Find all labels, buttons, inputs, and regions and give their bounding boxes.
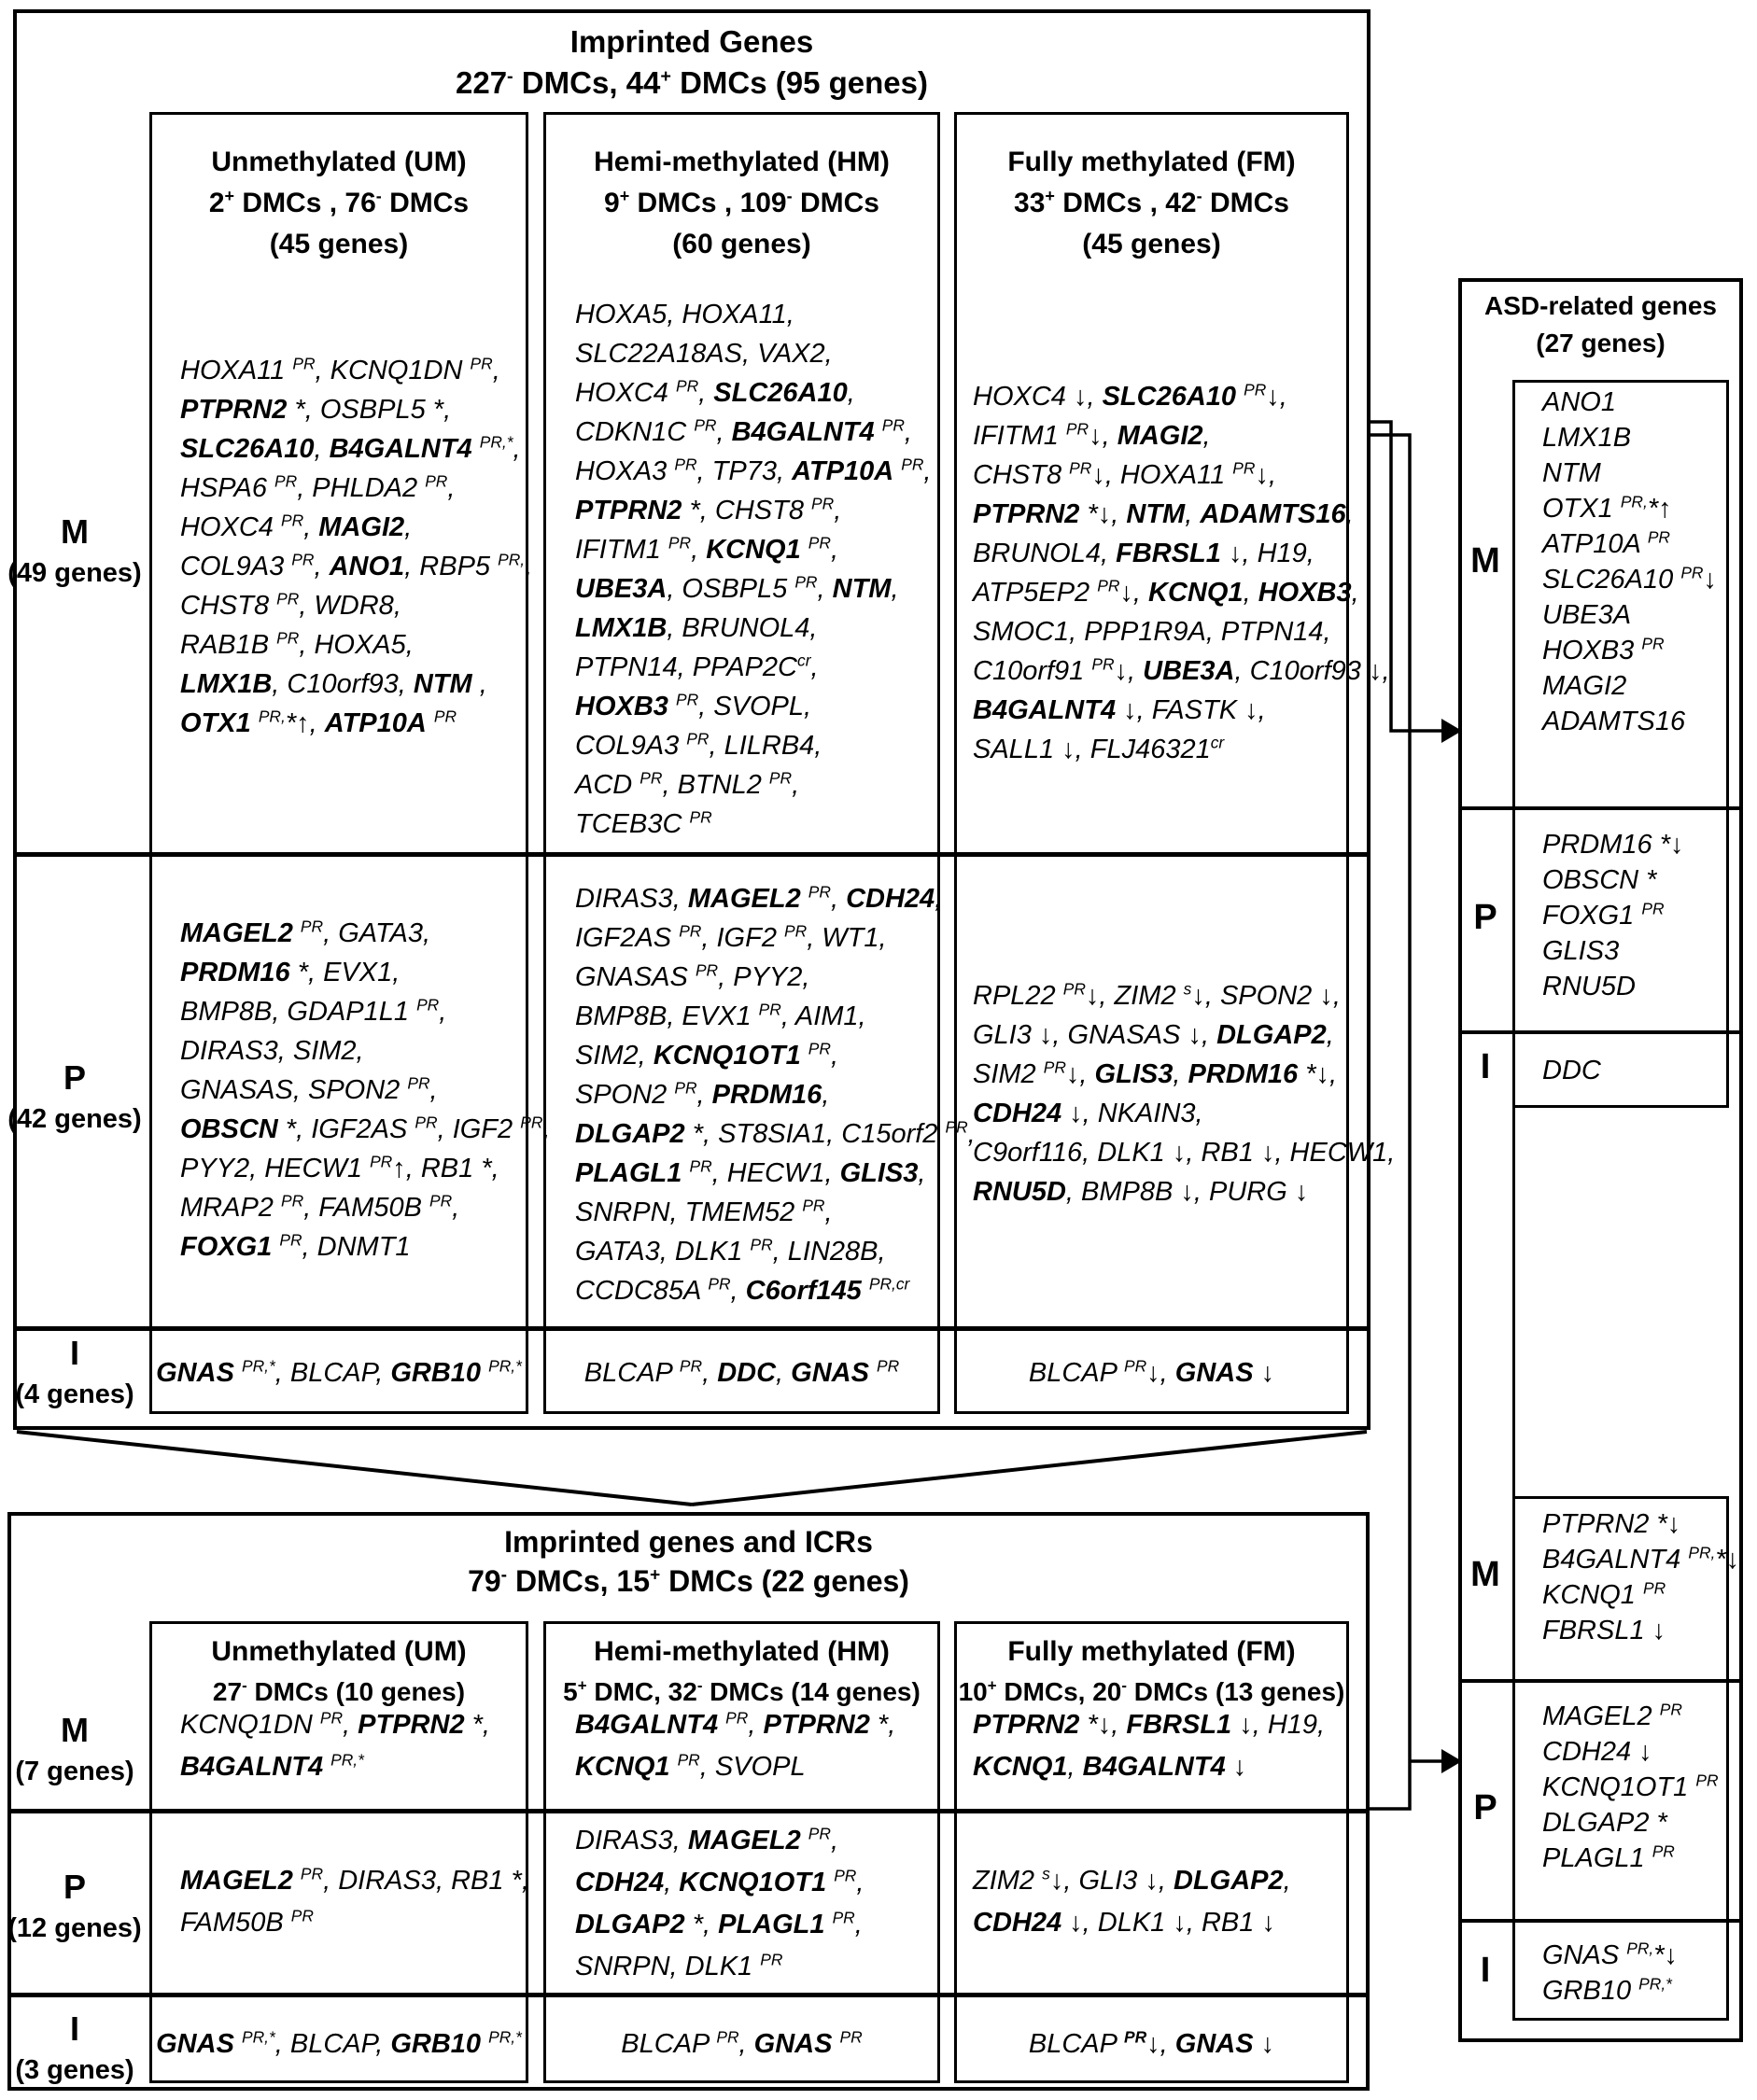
text-line: DLGAP2 *, ST8SIA1, C15orf2 $^{PR}$, xyxy=(575,1117,976,1149)
asd-label-bottom-m: M xyxy=(1470,1555,1500,1594)
asd-genes-bottom-m xyxy=(1542,1506,1739,1648)
text-line: Fully methylated (FM) xyxy=(1007,1636,1296,1667)
text-line: HOXA11 $^{PR}$, KCNQ1DN $^{PR}$, xyxy=(180,354,500,385)
text-line: I xyxy=(69,1334,79,1372)
text-line: RNU5D, BMP8B ↓, PURG ↓ xyxy=(973,1177,1309,1207)
top-cell-i-fm xyxy=(954,1353,1349,1393)
asd-label-top-i: I xyxy=(1480,1047,1491,1086)
text-line: GLIS3 xyxy=(1542,936,1620,966)
top-rowlabel-m xyxy=(0,511,149,594)
top-cell-i-hm xyxy=(543,1353,940,1393)
text-line: HOXB3 $^{PR}$ xyxy=(1542,634,1665,665)
text-line: PYY2, HECW1 $^{PR}$↑, RB1 *, xyxy=(180,1152,499,1183)
text-line: DIRAS3, SIM2, xyxy=(180,1036,364,1066)
text-line: GNAS $^{PR,*}$, BLCAP, GRB10 $^{PR,*}$ xyxy=(156,1356,522,1388)
text-line: OBSCN *, IGF2AS $^{PR}$, IGF2 $^{PR}$, xyxy=(180,1113,551,1144)
text-line: NTM xyxy=(1542,458,1601,488)
bottom-cell-i-um xyxy=(149,2023,528,2065)
text-line: GNAS $^{PR,}$*↓ xyxy=(1542,1939,1679,1970)
text-line: HOXC4 $^{PR}$, SLC26A10, xyxy=(575,376,855,408)
text-line: Unmethylated (UM) xyxy=(211,1636,467,1667)
text-line: Unmethylated (UM) xyxy=(211,147,467,177)
text-line: FOXG1 $^{PR}$, DNMT1 xyxy=(180,1230,411,1262)
text-line: CDH24 ↓, NKAIN3, xyxy=(973,1099,1203,1128)
text-line: CCDC85A $^{PR}$, C6orf145 $^{PR,cr}$ xyxy=(575,1274,910,1306)
text-line: LMX1B, C10orf93, NTM , xyxy=(180,669,487,699)
asd-divider-bottom-p-i xyxy=(1458,1919,1743,1923)
top-header-hm xyxy=(543,142,940,265)
text-line: IFITM1 $^{PR}$, KCNQ1 $^{PR}$, xyxy=(575,533,838,565)
bottom-cell-m-hm xyxy=(575,1704,895,1788)
bottom-cell-p-hm xyxy=(575,1820,864,1988)
text-line: DDC xyxy=(1542,1056,1601,1085)
text-line: SIM2, KCNQ1OT1 $^{PR}$, xyxy=(575,1039,839,1071)
text-line: SNRPN, DLK1 $^{PR}$ xyxy=(575,1950,783,1981)
text-line: BLCAP $^{PR}$, GNAS $^{PR}$ xyxy=(621,2027,863,2059)
text-line: DLGAP2 * xyxy=(1542,1808,1667,1838)
top-cell-m-um xyxy=(180,351,532,743)
text-line: Hemi-methylated (HM) xyxy=(594,147,890,177)
text-line: BMP8B, EVX1 $^{PR}$, AIM1, xyxy=(575,1000,866,1031)
text-line: P xyxy=(63,1868,86,1906)
text-line: Hemi-methylated (HM) xyxy=(594,1636,890,1667)
bottom-panel-title: Imprinted genes and ICRs xyxy=(504,1525,873,1559)
text-line: I xyxy=(69,2009,79,2048)
text-line: RAB1B $^{PR}$, HOXA5, xyxy=(180,628,414,660)
asd-genes-top-p xyxy=(1542,827,1684,1004)
bottom-cell-i-hm xyxy=(543,2023,940,2065)
text-line: 27- DMCs (10 genes) xyxy=(212,1676,466,1706)
text-line: CDH24 ↓, DLK1 ↓, RB1 ↓ xyxy=(973,1908,1275,1938)
asd-divider-bottom-m-p xyxy=(1458,1679,1743,1683)
text-line: IGF2AS $^{PR}$, IGF2 $^{PR}$, WT1, xyxy=(575,921,887,953)
text-line: ATP5EP2 $^{PR}$↓, KCNQ1, HOXB3, xyxy=(973,576,1359,608)
text-line: UBE3A xyxy=(1542,600,1632,630)
asd-genes-top-m xyxy=(1542,385,1717,739)
text-line: SIM2 $^{PR}$↓, GLIS3, PRDM16 *↓, xyxy=(973,1057,1338,1089)
bottom-header-hm xyxy=(543,1631,940,1712)
text-line: ATP10A $^{PR}$ xyxy=(1542,527,1670,559)
text-line: UBE3A, OSBPL5 $^{PR}$, NTM, xyxy=(575,572,899,604)
text-line: M xyxy=(61,1711,89,1749)
text-line: PTPN14, $PPAP2C^{cr}$, xyxy=(575,651,819,682)
text-line: 33+ DMCs , 42- DMCs xyxy=(1014,187,1289,218)
text-line: MAGEL2 $^{PR}$ xyxy=(1542,1700,1682,1731)
text-line: SALL1 ↓, $FLJ46321^{cr}$ xyxy=(973,733,1225,764)
text-line: LMX1B xyxy=(1542,423,1632,453)
asd-panel-title: ASD-related genes xyxy=(1484,291,1717,320)
top-rowlabel-i xyxy=(0,1333,149,1415)
text-line: HOXA5, HOXA11, xyxy=(575,300,794,329)
top-cell-p-fm xyxy=(973,976,1395,1211)
text-line: ZIM2 $^s$↓, GLI3 ↓, DLGAP2, xyxy=(973,1864,1291,1896)
text-line: CDH24 ↓ xyxy=(1542,1737,1652,1767)
asd-genes-top-i xyxy=(1542,1053,1601,1088)
text-line: BLCAP $^{PR}$, DDC, GNAS $^{PR}$ xyxy=(583,1356,900,1388)
top-cell-p-um xyxy=(180,914,550,1267)
text-line: HOXC4 $^{PR}$, MAGI2, xyxy=(180,511,413,542)
text-line: BLCAP $^{PR}$↓, GNAS ↓ xyxy=(1028,1356,1275,1388)
top-row-divider-m-p xyxy=(13,852,1370,857)
text-line: GRB10 $^{PR,*}$ xyxy=(1542,1974,1672,2006)
text-line: 2+ DMCs , 76- DMCs xyxy=(208,187,470,218)
text-line: FBRSL1 ↓ xyxy=(1542,1616,1666,1645)
text-line: PTPRN2 *↓ xyxy=(1542,1509,1681,1539)
text-line: ADAMTS16 xyxy=(1542,707,1686,736)
text-line: RPL22 $^{PR}$↓, ZIM2 $^s$↓, SPON2 ↓, xyxy=(973,979,1341,1011)
bottom-header-fm xyxy=(954,1631,1349,1712)
text-line: SNRPN, TMEM52 $^{PR}$, xyxy=(575,1196,833,1227)
asd-label-bottom-i: I xyxy=(1480,1951,1491,1990)
bottom-cell-m-um xyxy=(180,1704,490,1788)
text-line: GNASAS, SPON2 $^{PR}$, xyxy=(180,1073,438,1105)
text-line: 10+ DMCs, 20- DMCs (13 genes) xyxy=(958,1676,1345,1706)
text-line: FAM50B $^{PR}$ xyxy=(180,1906,314,1938)
asd-genes-bottom-p xyxy=(1542,1699,1719,1876)
top-row-divider-p-i xyxy=(13,1326,1370,1331)
top-header-fm xyxy=(954,142,1349,265)
bottom-cell-p-um xyxy=(180,1860,529,1944)
text-line: HOXA3 $^{PR}$, TP73, ATP10A $^{PR}$, xyxy=(575,455,932,486)
bottom-rowlabel-p xyxy=(0,1867,149,1949)
text-line: KCNQ1 $^{PR}$ xyxy=(1542,1578,1666,1610)
text-line: (12 genes) xyxy=(7,1913,142,1943)
text-line: HOXB3 $^{PR}$, SVOPL, xyxy=(575,690,812,721)
text-line: PTPRN2 *, OSBPL5 *, xyxy=(180,395,452,425)
bottom-rowlabel-i xyxy=(0,2009,149,2091)
asd-genes-bottom-i xyxy=(1542,1938,1678,2009)
top-cell-i-um xyxy=(149,1353,528,1393)
text-line: P xyxy=(63,1058,86,1097)
text-line: KCNQ1, B4GALNT4 ↓ xyxy=(973,1752,1247,1782)
text-line: (7 genes) xyxy=(15,1757,134,1786)
text-line: B4GALNT4 $^{PR}$, PTPRN2 *, xyxy=(575,1708,896,1740)
text-line: PTPRN2 *↓, FBRSL1 ↓, H19, xyxy=(973,1710,1326,1740)
text-line: SLC26A10 $^{PR}$↓ xyxy=(1542,563,1717,595)
text-line: (4 genes) xyxy=(15,1379,134,1409)
top-cell-m-hm xyxy=(575,295,931,844)
asd-label-bottom-p: P xyxy=(1473,1788,1497,1827)
top-cell-p-hm xyxy=(575,879,976,1310)
text-line: CDH24, KCNQ1OT1 $^{PR}$, xyxy=(575,1866,864,1897)
top-cell-m-fm xyxy=(973,377,1390,769)
text-line: HSPA6 $^{PR}$, PHLDA2 $^{PR}$, xyxy=(180,471,456,503)
bottom-cell-m-fm xyxy=(973,1704,1325,1788)
asd-label-top-p: P xyxy=(1473,898,1497,937)
text-line: DIRAS3, MAGEL2 $^{PR}$, xyxy=(575,1824,839,1855)
text-line: 9+ DMCs , 109- DMCs xyxy=(604,187,879,218)
text-line: PLAGL1 $^{PR}$ xyxy=(1542,1841,1675,1873)
text-line: KCNQ1DN $^{PR}$, PTPRN2 *, xyxy=(180,1708,490,1740)
text-line: MRAP2 $^{PR}$, FAM50B $^{PR}$, xyxy=(180,1191,460,1223)
asd-divider-top-p-i xyxy=(1458,1030,1743,1034)
text-line: B4GALNT4 ↓, FASTK ↓, xyxy=(973,695,1266,725)
text-line: GLI3 ↓, GNASAS ↓, DLGAP2, xyxy=(973,1020,1334,1050)
text-line: PLAGL1 $^{PR}$, HECW1, GLIS3, xyxy=(575,1156,926,1188)
asd-panel-subtitle: (27 genes) xyxy=(1536,329,1666,357)
bottom-row-divider-p-i xyxy=(7,1993,1370,1997)
text-line: SLC26A10, B4GALNT4 $^{PR,*}$, xyxy=(180,432,521,464)
top-rowlabel-p xyxy=(0,1057,149,1140)
text-line: CHST8 $^{PR}$↓, HOXA11 $^{PR}$↓, xyxy=(973,458,1277,490)
text-line: SMOC1, PPP1R9A, PTPN14, xyxy=(973,617,1331,647)
text-line: (49 genes) xyxy=(7,558,142,588)
text-line: ANO1 xyxy=(1542,387,1616,417)
text-line: B4GALNT4 $^{PR,}$*↓ xyxy=(1542,1543,1740,1575)
asd-divider-top-m-p xyxy=(1458,806,1743,810)
text-line: GATA3, DLK1 $^{PR}$, LIN28B, xyxy=(575,1235,886,1267)
text-line: DLGAP2 *, PLAGL1 $^{PR}$, xyxy=(575,1908,863,1939)
text-line: C10orf91 $^{PR}$↓, UBE3A, C10orf93 ↓, xyxy=(973,654,1390,686)
text-line: BLCAP $^{PR}$↓, GNAS ↓ xyxy=(1028,2027,1275,2059)
top-panel-title: Imprinted Genes xyxy=(569,24,814,59)
text-line: C9orf116, DLK1 ↓, RB1 ↓, HECW1, xyxy=(973,1138,1396,1168)
text-line: CDKN1C $^{PR}$, B4GALNT4 $^{PR}$, xyxy=(575,415,912,447)
text-line: IFITM1 $^{PR}$↓, MAGI2, xyxy=(973,419,1211,451)
text-line: COL9A3 $^{PR}$, LILRB4, xyxy=(575,729,822,761)
top-panel-subtitle: 227- DMCs, 44+ DMCs (95 genes) xyxy=(455,65,928,100)
bottom-cell-i-fm xyxy=(954,2023,1349,2065)
text-line: COL9A3 $^{PR}$, ANO1, RBP5 $^{PR,}$, xyxy=(180,550,533,581)
text-line: DIRAS3, MAGEL2 $^{PR}$, CDH24, xyxy=(575,882,943,914)
text-line: PRDM16 *↓ xyxy=(1542,830,1684,860)
bottom-cell-p-fm xyxy=(973,1860,1291,1944)
text-line: (45 genes) xyxy=(1082,229,1221,259)
text-line: B4GALNT4 $^{PR,*}$ xyxy=(180,1750,364,1782)
asd-label-top-m: M xyxy=(1470,541,1500,581)
text-line: OTX1 $^{PR,}$*↑, ATP10A $^{PR}$ xyxy=(180,707,457,738)
text-line: (3 genes) xyxy=(15,2055,134,2085)
text-line: (60 genes) xyxy=(672,229,811,259)
text-line: KCNQ1 $^{PR}$, SVOPL xyxy=(575,1750,806,1782)
text-line: SPON2 $^{PR}$, PRDM16, xyxy=(575,1078,830,1110)
text-line: KCNQ1OT1 $^{PR}$ xyxy=(1542,1771,1719,1802)
text-line: HOXC4 ↓, SLC26A10 $^{PR}$↓, xyxy=(973,380,1287,412)
funnel-lines xyxy=(17,1432,1367,1505)
text-line: MAGEL2 $^{PR}$, GATA3, xyxy=(180,917,431,948)
text-line: OTX1 $^{PR,}$*↑ xyxy=(1542,492,1672,524)
text-line: GNAS $^{PR,*}$, BLCAP, GRB10 $^{PR,*}$ xyxy=(156,2027,522,2059)
bottom-header-um xyxy=(149,1631,528,1712)
text-line: TCEB3C $^{PR}$ xyxy=(575,807,712,839)
top-header-um xyxy=(149,142,528,265)
text-line: ACD $^{PR}$, BTNL2 $^{PR}$, xyxy=(575,768,800,800)
text-line: LMX1B, BRUNOL4, xyxy=(575,613,818,643)
text-line: (45 genes) xyxy=(269,229,409,259)
text-line: 5+ DMC, 32- DMCs (14 genes) xyxy=(563,1676,921,1706)
text-line: PRDM16 *, EVX1, xyxy=(180,958,401,987)
text-line: PTPRN2 *↓, NTM, ADAMTS16, xyxy=(973,499,1354,529)
text-line: GNASAS $^{PR}$, PYY2, xyxy=(575,960,810,992)
text-line: Fully methylated (FM) xyxy=(1007,147,1296,177)
text-line: PTPRN2 *, CHST8 $^{PR}$, xyxy=(575,494,842,525)
text-line: (42 genes) xyxy=(7,1104,142,1134)
text-line: RNU5D xyxy=(1542,972,1636,1001)
bottom-panel-subtitle: 79- DMCs, 15+ DMCs (22 genes) xyxy=(468,1564,909,1598)
text-line: BMP8B, GDAP1L1 $^{PR}$, xyxy=(180,995,447,1027)
text-line: SLC22A18AS, VAX2, xyxy=(575,339,833,369)
text-line: MAGI2 xyxy=(1542,671,1627,701)
text-line: MAGEL2 $^{PR}$, DIRAS3, RB1 *, xyxy=(180,1864,529,1896)
text-line: FOXG1 $^{PR}$ xyxy=(1542,899,1665,931)
text-line: M xyxy=(61,512,89,551)
bottom-row-divider-m-p xyxy=(7,1809,1370,1813)
bottom-rowlabel-m xyxy=(0,1710,149,1792)
text-line: OBSCN * xyxy=(1542,865,1657,895)
text-line: BRUNOL4, FBRSL1 ↓, H19, xyxy=(973,539,1314,568)
text-line: CHST8 $^{PR}$, WDR8, xyxy=(180,589,401,621)
